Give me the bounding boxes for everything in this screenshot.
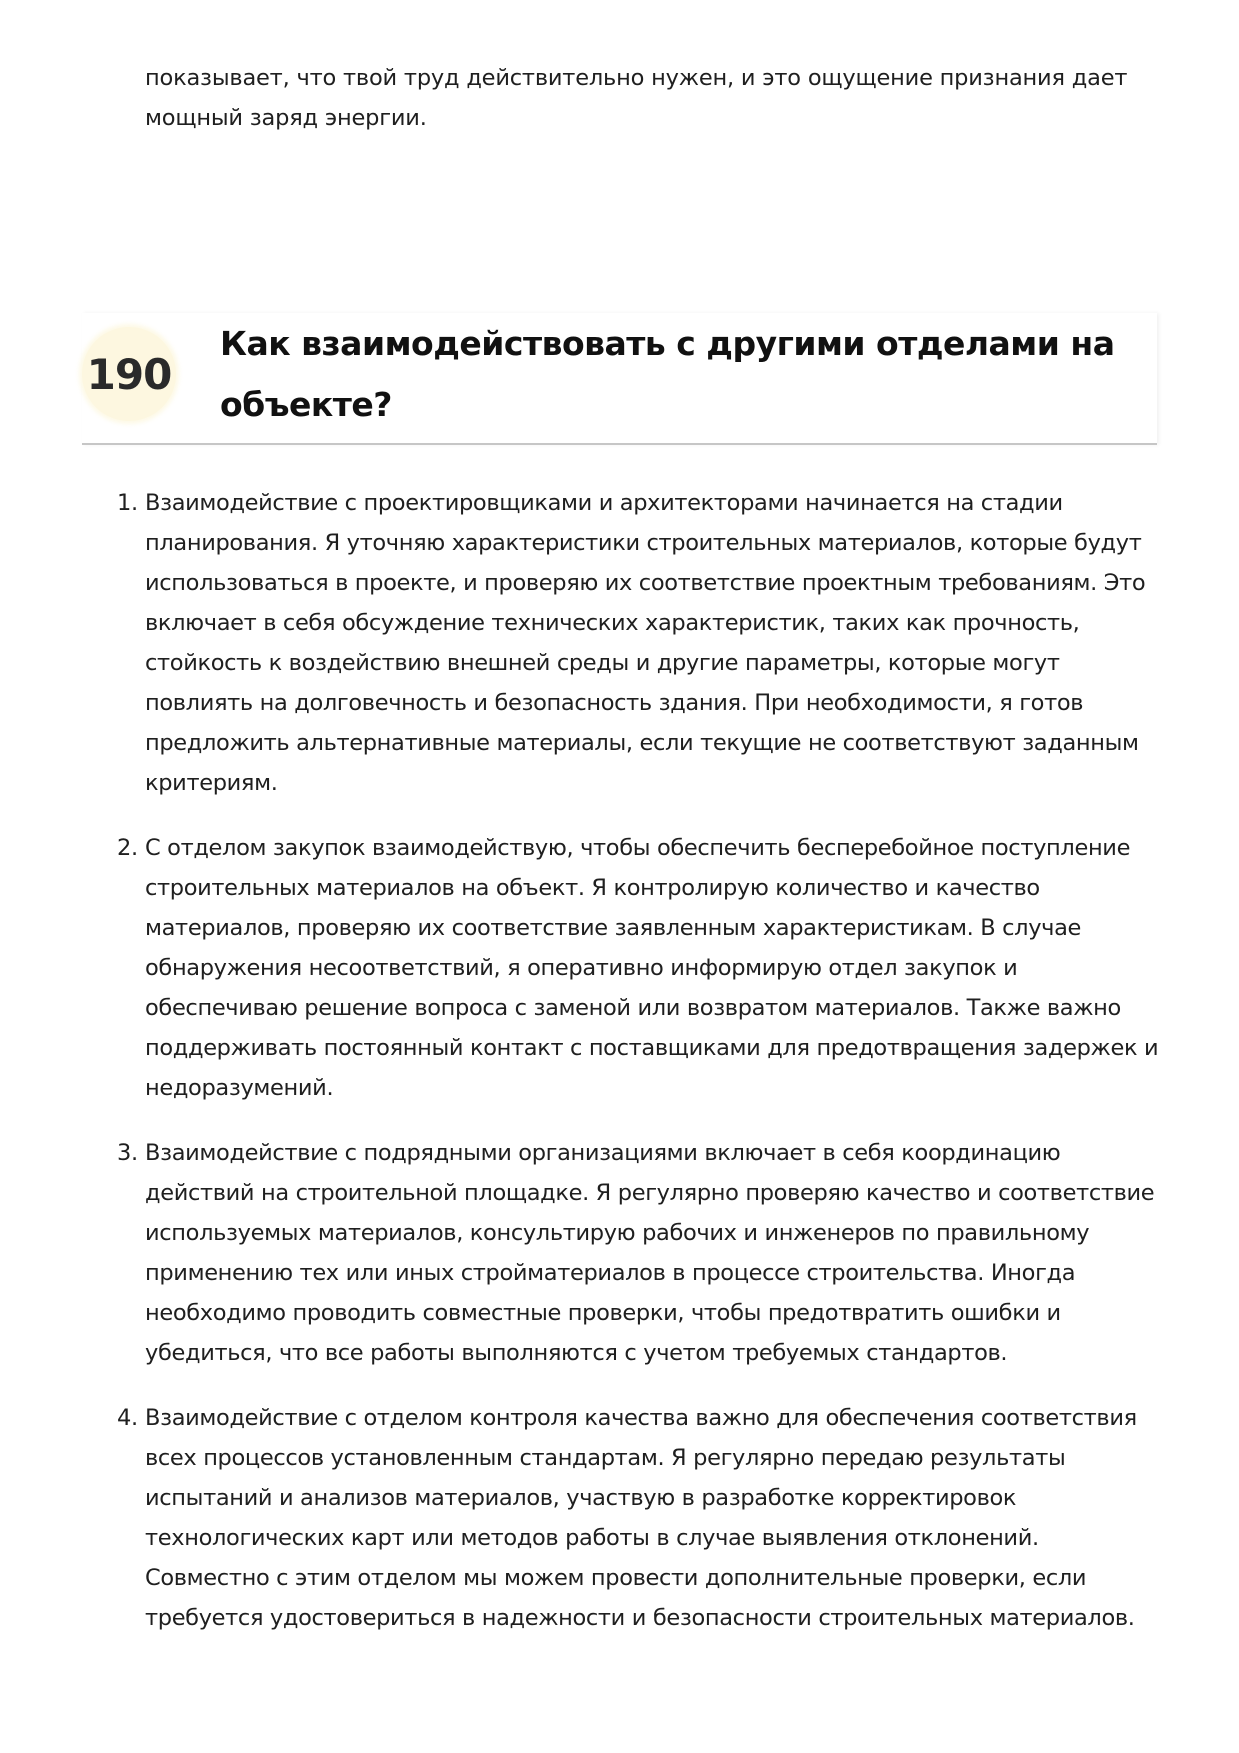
list-item-number: 2. (117, 835, 138, 861)
question-title: Как взаимодействовать с другими отделами на объекте? (220, 324, 1115, 424)
list-item (117, 1398, 1165, 1638)
list-item-text: Взаимодействие с отделом контроля качества важно для обеспечения соответствия всех процессов установленным стандартам. Я регулярно передаю результаты испытаний и анализов материалов, участвую в разработке корректировок технологических карт или методов работы в случае выявления отклонений. Совместно с этим отделом мы можем провести дополнительные проверки, если требуется удостовериться в надежности и безопасности строительных материалов. (145, 1405, 1137, 1631)
section-header (82, 313, 1157, 445)
list-item-text: С отделом закупок взаимодействую, чтобы обеспечить бесперебойное поступление строительных материалов на объект. Я контролирую количество и качество материалов, проверяю их соответствие заявленным характеристикам. В случае обнаружения несоответствий, я оперативно информирую отдел закупок и обеспечиваю решение вопроса с заменой или возвратом материалов. Также важно поддерживать постоянный контакт с поставщиками для предотвращения задержек и недоразумений. (145, 835, 1159, 1101)
answer-list (117, 483, 1165, 1663)
list-item (117, 828, 1165, 1108)
list-item-number: 3. (117, 1140, 138, 1166)
list-item (117, 483, 1165, 803)
intro-paragraph: показывает, что твой труд действительно нужен, и это ощущение признания дает мощный заряд энергии. (145, 65, 1128, 131)
list-item (117, 1133, 1165, 1373)
question-number-badge: 190 (82, 327, 176, 421)
list-item-text: Взаимодействие с проектировщиками и архитекторами начинается на стадии планирования. Я уточняю характеристики строительных материалов, которые будут использоваться в проекте, и проверяю их соответствие проектным требованиям. Это включает в себя обсуждение технических характеристик, таких как прочность, стойкость к воздействию внешней среды и другие параметры, которые могут повлиять на долговечность и безопасность здания. При необходимости, я готов предложить альтернативные материалы, если текущие не соответствуют заданным критериям. (145, 490, 1146, 796)
list-item-number: 1. (117, 490, 138, 516)
list-item-number: 4. (117, 1405, 138, 1431)
list-item-text: Взаимодействие с подрядными организациями включает в себя координацию действий на строительной площадке. Я регулярно проверяю качество и соответствие используемых материалов, консультирую рабочих и инженеров по правильному применению тех или иных стройматериалов в процессе строительства. Иногда необходимо проводить совместные проверки, чтобы предотвратить ошибки и убедиться, что все работы выполняются с учетом требуемых стандартов. (145, 1140, 1155, 1366)
